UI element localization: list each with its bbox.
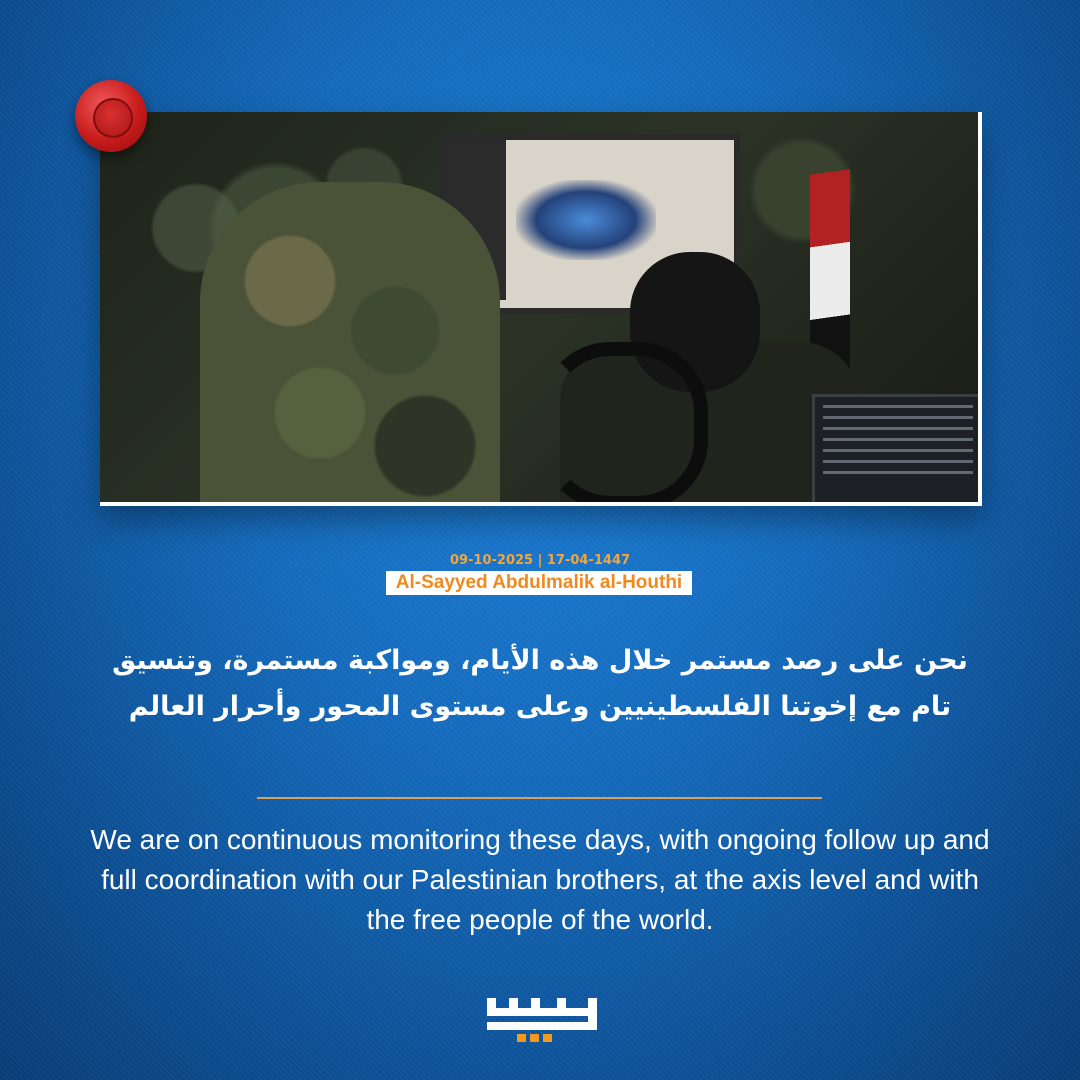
- photo-card: [100, 112, 982, 506]
- photo-control-room: [100, 112, 978, 502]
- sadeed-logo: [487, 998, 597, 1044]
- secondary-screen: [812, 394, 978, 502]
- speaker-label: Al-Sayyed Abdulmalik al-Houthi: [386, 571, 692, 595]
- pushpin-icon: [75, 80, 147, 152]
- quote-english: We are on continuous monitoring these days, with ongoing follow up and full coordination with our Palestinian brothers, at the axis level and with the free people of the world.: [90, 824, 990, 935]
- quote-arabic: نحن على رصد مستمر خلال هذه الأيام، ومواكبة مستمرة، وتنسيق تام مع إخوتنا الفلسطينيين وعلى مستوى المحور وأحرار العالم: [112, 645, 968, 722]
- chair-back: [540, 342, 708, 502]
- soldier-figure: [200, 182, 500, 502]
- divider: [257, 797, 822, 799]
- date-line: 09-10-2025 | 17-04-1447: [449, 553, 631, 568]
